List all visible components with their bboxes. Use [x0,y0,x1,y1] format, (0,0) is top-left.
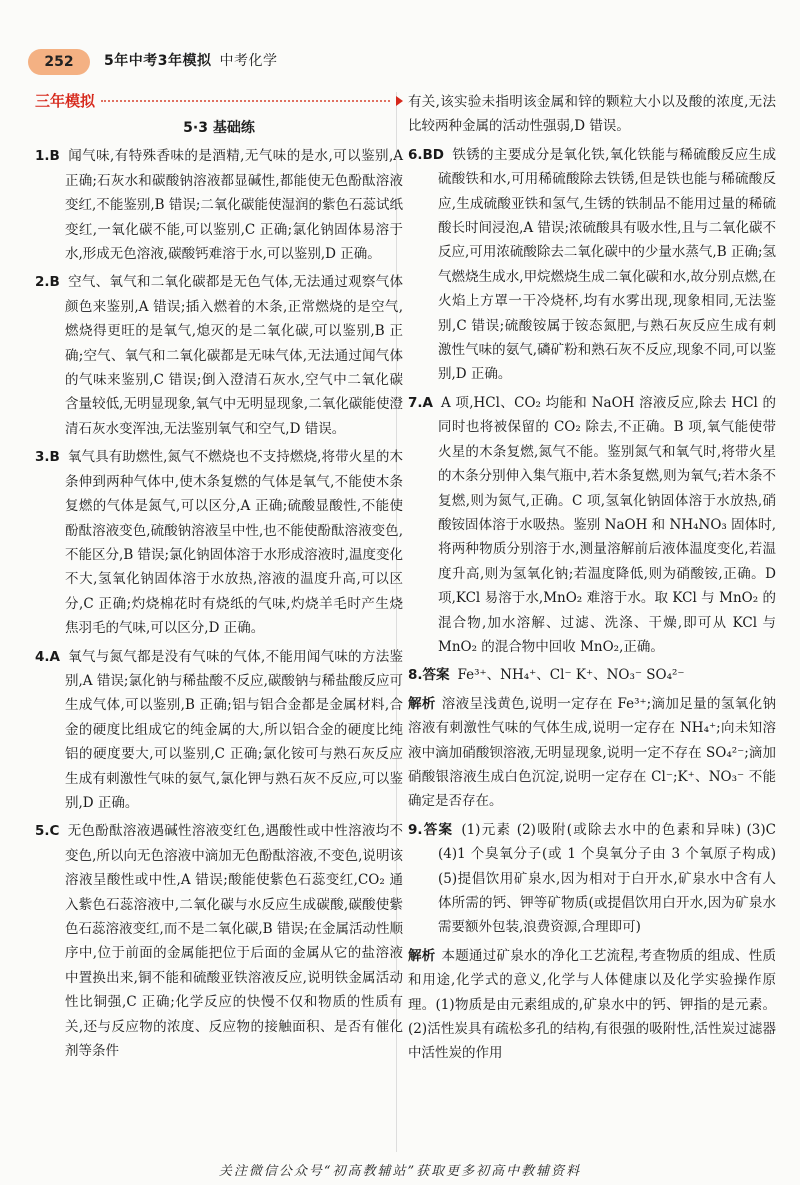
answer-item [35,819,403,1063]
item-text: 铁锈的主要成分是氧化铁,氧化铁能与稀硫酸反应生成硫酸铁和水,可用稀硫酸除去铁锈,但是铁也能与稀硫酸反应,生成硫酸亚铁和氢气,生锈的铁制品不能用过量的稀硫酸长时间浸泡,A 错误;浓硫酸具有吸水性,且与二氧化碳不反应,可用浓硫酸除去二氧化碳中的少量水蒸气,B 正确;氢气燃烧生成水,甲烷燃烧生成二氧化碳和水,故分别点燃,在火焰上方罩一干冷烧杯,均有水雾出现,现象相同,无法鉴别,C 错误;硫酸铵属于铵态氮肥,与熟石灰反应生成有刺激性气味的氨气,磷矿粉和熟石灰不反应,现象不同,可以鉴别,D 正确。 [438,146,776,383]
item-label: 7.A [408,394,433,411]
subsection-title: 5·3 基础练 [183,120,255,136]
book-title [104,50,277,70]
item-text: 空气、氧气和二氧化碳都是无色气体,无法通过观察气体颜色来鉴别,A 错误;插入燃着的木条,正常燃烧的是空气,燃烧得更旺的是氧气,熄灭的是二氧化碳,可以鉴别,B 正确;空气、氧气和二氧化碳都是无味气体,无法通过闻气体的气味来鉴别,C 错误;倒入澄清石灰水,空气中二氧化碳含量较低,无明显现象,氧气中无明显现象,二氧化碳能使澄清石灰水变浑浊,无法鉴别氧气和空气,D 错误。 [65,274,403,437]
item-text: 氧气具有助燃性,氮气不燃烧也不支持燃烧,将带火星的木条伸到两种气体中,使木条复燃的气体是氧气,不能使木条复燃的气体是氮气,可以区分,A 正确;硫酸显酸性,不能使酚酞溶液变色,硫酸钠溶液呈中性,也不能使酚酞溶液变色,不能区分,B 错误;氯化钠固体溶于水形成溶液时,温度变化不大,氢氧化钠固体溶于水放热,溶液的温度升高,可以区分,C 正确;灼烧棉花时有烧纸的气味,灼烧羊毛时产生烧焦羽毛的气味,可以区分,D 正确。 [65,449,403,637]
book-title-text: 5年中考3年模拟 [104,53,212,69]
section-header [35,90,403,112]
item-label: 4.A [35,648,60,665]
subject-text: 中考化学 [219,53,278,69]
analysis-label: 解析 [408,695,436,712]
answer-item [408,391,776,659]
dotted-rule [101,100,390,102]
item-text: 闻气味,有特殊香味的是酒精,无气味的是水,可以鉴别,A 正确;石灰水和碳酸钠溶液都显碱性,都能使无色酚酞溶液变红,不能鉴别,B 错误;二氧化碳能使湿润的紫色石蕊试纸变红,一氧化碳不能,可以鉴别,C 正确;氯化钠固体易溶于水,形成无色溶液,碳酸钙难溶于水,可以鉴别,D 正确。 [65,148,403,263]
footer-note: 关注微信公众号“初高教辅站”获取更多初高中教辅资料 [218,1164,582,1179]
answer-item [408,663,776,687]
item-label: 9.答案 [408,821,454,838]
answer-item [35,144,403,266]
item-label: 5.C [35,823,60,840]
triangle-arrow-icon [396,96,403,106]
item-label: 3.B [35,449,60,466]
answer-item [35,645,403,816]
analysis-label: 解析 [408,947,436,964]
answer-continuation [408,90,776,139]
item-label: 8.答案 [408,667,450,684]
right-column [408,90,776,1070]
item-text: 溶液呈浅黄色,说明一定存在 Fe³⁺;滴加足量的氢氧化钠溶液有刺激性气味的气体生成,说明一定存在 NH₄⁺;向未知溶液中滴加硝酸钡溶液,无明显现象,说明一定不存在 SO₄²⁻;滴加硝酸银溶液生成白色沉淀,说明一定存在 Cl⁻;K⁺、NO₃⁻ 不能确定是否存在。 [408,695,777,810]
answer-item [35,270,403,441]
item-text: A 项,HCl、CO₂ 均能和 NaOH 溶液反应,除去 HCl 的同时也将被保留的 CO₂ 除去,不正确。B 项,氧气能使带火星的木条复燃,氮气不能。鉴别氮气和氧气时,将带火星的木条分别伸入集气瓶中,若木条复燃,则为氧气;若木条不复燃,则为氮气,正确。C 项,氢氧化钠固体溶于水放热,硝酸铵固体溶于水吸热。鉴别 NaOH 和 NH₄NO₃ 固体时,将两种物质分别溶于水,测量溶解前后液体温度变化,若温度升高,则为氢氧化钠;若温度降低,则为硝酸铵,正确。D 项,KCl 易溶于水,MnO₂ 难溶于水。取 KCl 与 MnO₂ 的混合物,加水溶解、过滤、洗涤、干燥,即可从 KCl 与 MnO₂ 的混合物中回收 MnO₂,正确。 [438,394,776,655]
item-text: 有关,该实验未指明该金属和锌的颗粒大小以及酸的浓度,无法比较两种金属的活动性强弱,D 错误。 [408,94,776,135]
item-text: 无色酚酞溶液遇碱性溶液变红色,遇酸性或中性溶液均不变色,所以向无色溶液中滴加无色酚酞溶液,不变色,说明该溶液呈酸性或中性,A 错误;酸能使紫色石蕊变红,CO₂ 通入紫色石蕊溶液中,二氧化碳与水反应生成碳酸,碳酸使紫色石蕊溶液变红,而不是二氧化碳,B 错误;在金属活动性顺序中,位于前面的金属能把位于后面的金属从它的盐溶液中置换出来,铜不能和硫酸亚铁溶液反应,说明铁金属活动性比铜强,C 正确;化学反应的快慢不仅和物质的性质有关,还与反应物的浓度、反应物的接触面积、是否有催化剂等条件 [65,823,403,1060]
page-header [0,0,800,80]
item-label: 2.B [35,274,60,291]
answer-item [35,445,403,640]
answer-item [408,143,776,387]
item-text: (1)元素 (2)吸附(或除去水中的色素和异味) (3)C (4)1 个臭氧分子(或 1 个臭氧分子由 3 个氧原子构成) (5)提倡饮用矿泉水,因为相对于白开水,矿泉水中含有人体所需的钙、钾等矿物质(或提倡饮用白开水,因为矿泉水需要额外包装,浪费资源,合理即可) [438,821,776,936]
item-text: Fe³⁺、NH₄⁺、Cl⁻ K⁺、NO₃⁻ SO₄²⁻ [457,667,685,684]
analysis-block [408,692,776,814]
item-label: 1.B [35,148,60,165]
left-column [35,90,403,1067]
item-text: 氧气与氮气都是没有气味的气体,不能用闻气味的方法鉴别,A 错误;氯化钠与稀盐酸不反应,碳酸钠与稀盐酸反应可生成气体,可以鉴别,B 正确;铝与铝合金都是金属材料,合金的硬度比组成它的纯金属的大,所以铝合金的硬度比纯铝的硬度要大,可以鉴别,C 正确;氯化铵可与熟石灰反应生成有刺激性气味的氨气,氯化钾与熟石灰不反应,可以鉴别,D 正确。 [65,648,403,811]
section-tag: 三年模拟 [35,91,96,110]
answer-item [408,818,776,940]
item-label: 6.BD [408,146,445,163]
page-number-badge: 252 [28,49,90,75]
item-text: 本题通过矿泉水的净化工艺流程,考查物质的组成、性质和用途,化学式的意义,化学与人体健康以及化学实验操作原理。(1)物质是由元素组成的,矿泉水中的钙、钾指的是元素。(2)活性炭具有疏松多孔的结构,有很强的吸附性,活性炭过滤器中活性炭的作用 [408,947,776,1062]
analysis-block [408,944,776,1066]
